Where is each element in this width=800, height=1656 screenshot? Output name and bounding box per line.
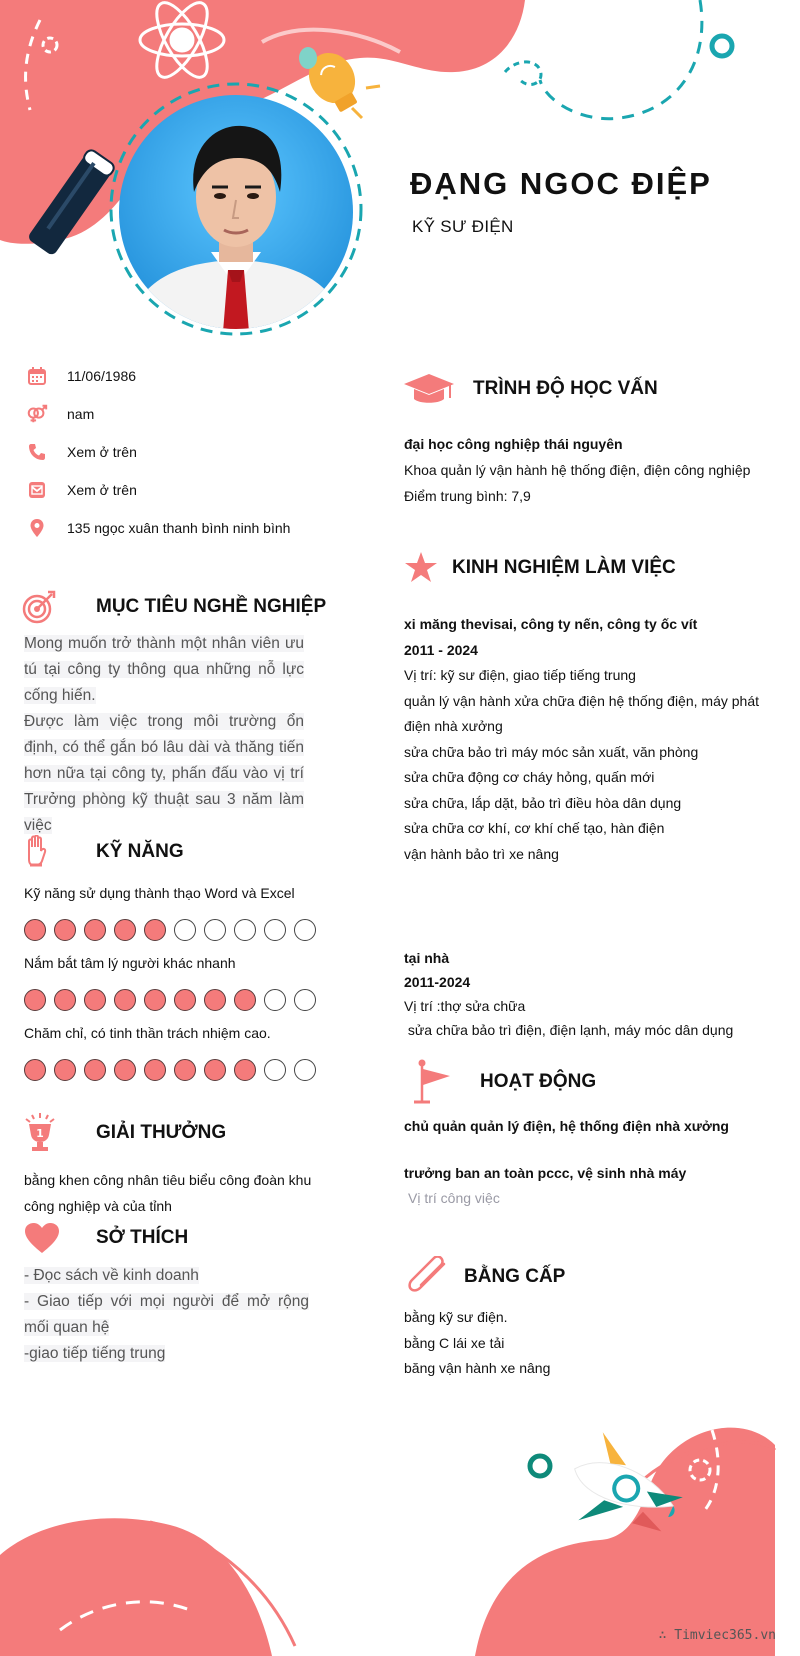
phone-value: Xem ở trên <box>67 444 137 460</box>
candidate-name: ĐẠNG NGOC ĐIỆP <box>410 166 712 201</box>
rating-dot-empty <box>234 919 256 941</box>
activities-heading <box>412 1059 596 1105</box>
rating-dot-filled <box>144 1059 166 1081</box>
experience-heading <box>404 551 676 585</box>
hobby-line: - Đọc sách về kinh doanh <box>24 1267 199 1284</box>
target-icon <box>22 590 56 624</box>
objective-heading <box>22 590 326 624</box>
hobbies-heading <box>24 1222 188 1254</box>
paperclip-icon <box>408 1256 450 1298</box>
hobbies-list <box>24 1263 309 1367</box>
contact-list <box>26 357 366 547</box>
trophy-icon <box>24 1113 56 1153</box>
job-line: sửa chữa bảo trì máy móc sản xuất, văn phòng <box>404 743 699 760</box>
job-line: sửa chữa cơ khí, cơ khí chế tạo, hàn điện <box>404 820 665 836</box>
activities-title: HOẠT ĐỘNG <box>480 1071 597 1092</box>
skills-title: KỸ NĂNG <box>96 841 184 862</box>
education-title: TRÌNH ĐỘ HỌC VẤN <box>473 378 658 399</box>
certificates-title: BẰNG CẤP <box>464 1266 566 1287</box>
contact-address <box>26 509 366 547</box>
gpa: Điểm trung bình: 7,9 <box>404 488 531 504</box>
watermark: ∴ Timviec365.vn <box>658 1628 776 1643</box>
certificate-line: băng vận hành xe nâng <box>404 1360 551 1376</box>
certificates-heading <box>408 1256 565 1298</box>
rating-dot-filled <box>234 989 256 1011</box>
profile-photo <box>116 92 356 332</box>
calendar-icon <box>26 365 48 387</box>
rating-dot-filled <box>114 919 136 941</box>
rating-dot-empty <box>264 919 286 941</box>
address-value: 135 ngọc xuân thanh bình ninh bình <box>67 520 291 536</box>
flag-icon <box>412 1059 452 1105</box>
rating-dot-empty <box>294 1059 316 1081</box>
birthday-value: 11/06/1986 <box>67 368 137 384</box>
heart-icon <box>24 1222 60 1254</box>
rating-dot-filled <box>144 989 166 1011</box>
email-value: Xem ở trên <box>67 482 137 498</box>
phone-icon <box>26 441 48 463</box>
contact-gender <box>26 395 366 433</box>
skill-item <box>24 885 316 941</box>
objective-line-1: Mong muốn trở thành một nhân viên ưu tú tại công ty thông qua những nỗ lực cống hiến. <box>24 635 304 704</box>
education-heading <box>403 372 658 406</box>
rating-dot-filled <box>204 1059 226 1081</box>
job-line: sửa chữa bảo trì điện, điện lạnh, máy móc dân dụng <box>404 1022 734 1038</box>
experience-title: KINH NGHIỆM LÀM VIỆC <box>452 557 676 578</box>
rating-dot-filled <box>54 989 76 1011</box>
job-line: Vị trí :thợ sửa chữa <box>404 998 526 1014</box>
contact-phone <box>26 433 366 471</box>
job-title: KỸ SƯ ĐIỆN <box>412 217 514 236</box>
experience-job <box>404 946 764 1042</box>
skill-rating <box>24 989 316 1011</box>
awards-title: GIẢI THƯỞNG <box>96 1122 227 1143</box>
rating-dot-filled <box>234 1059 256 1081</box>
rating-dot-empty <box>204 919 226 941</box>
rating-dot-filled <box>24 1059 46 1081</box>
location-pin-icon <box>26 517 48 539</box>
rating-dot-filled <box>84 989 106 1011</box>
job-line: vận hành bảo trì xe nâng <box>404 845 559 862</box>
objective-title: MỤC TIÊU NGHỀ NGHIỆP <box>96 596 327 617</box>
job-period: 2011-2024 <box>404 974 471 990</box>
job-line: sửa chữa động cơ cháy hỏng, quấn mới <box>404 769 655 785</box>
skill-label: Nắm bắt tâm lý người khác nhanh <box>24 955 236 971</box>
job-line: quản lý vận hành xửa chữa điện hệ thống điện, máy phát điện nhà xưởng <box>404 692 759 734</box>
job-period: 2011 - 2024 <box>404 641 478 658</box>
rating-dot-filled <box>114 989 136 1011</box>
job-company: tại nhà <box>404 950 450 966</box>
rating-dot-empty <box>294 919 316 941</box>
rating-dot-filled <box>24 919 46 941</box>
skill-item <box>24 955 316 1011</box>
rating-dot-filled <box>204 989 226 1011</box>
job-line: Vị trí: kỹ sư điện, giao tiếp tiếng trung <box>404 667 636 683</box>
faculty: Khoa quản lý vận hành hệ thống điện, điện công nghiệp <box>404 462 751 478</box>
hobby-line: - Giao tiếp với mọi người để mở rộng mối quan hệ <box>24 1293 309 1336</box>
hand-icon <box>24 835 52 869</box>
graduation-cap-icon <box>403 372 455 406</box>
rating-dot-empty <box>294 989 316 1011</box>
bottom-decoration <box>0 1390 800 1656</box>
activity-item: trưởng ban an toàn pccc, vệ sinh nhà máy <box>404 1165 687 1181</box>
experience-job <box>404 612 764 867</box>
skill-label: Kỹ năng sử dụng thành thạo Word và Excel <box>24 885 295 901</box>
hobbies-title: SỞ THÍCH <box>96 1227 189 1248</box>
rating-dot-empty <box>174 919 196 941</box>
rating-dot-filled <box>174 989 196 1011</box>
objective-line-2: Được làm việc trong môi trường ổn định, có thể gắn bó lâu dài và thăng tiến hơn nữa tại công ty, phấn đấu vào vị trí Trưởng phòng kỹ thuật sau 3 năm làm việc <box>24 713 304 834</box>
rating-dot-filled <box>84 919 106 941</box>
rating-dot-filled <box>54 919 76 941</box>
job-company: xi măng thevisai, công ty nến, công ty ốc vít <box>404 616 698 632</box>
awards-heading <box>24 1113 226 1153</box>
rating-dot-filled <box>144 919 166 941</box>
contact-birthday <box>26 357 366 395</box>
skill-item <box>24 1025 316 1081</box>
rating-dot-filled <box>114 1059 136 1081</box>
certificate-line: bằng C lái xe tải <box>404 1334 505 1351</box>
star-icon <box>404 551 438 585</box>
rating-dot-empty <box>264 989 286 1011</box>
rating-dot-filled <box>54 1059 76 1081</box>
certificates-list <box>404 1305 550 1382</box>
skill-rating <box>24 919 316 941</box>
objective-text <box>24 631 304 839</box>
activity-item: chủ quản quản lý điện, hệ thống điện nhà xưởng <box>404 1118 729 1134</box>
skill-label: Chăm chỉ, có tinh thần trách nhiệm cao. <box>24 1025 271 1041</box>
svg-text:1: 1 <box>36 1127 44 1140</box>
school-name: đại học công nghiệp thái nguyên <box>404 436 623 452</box>
skills-heading <box>24 835 184 869</box>
hobby-line: -giao tiếp tiếng trung <box>24 1345 166 1362</box>
education-details <box>404 431 784 509</box>
contact-email <box>26 471 366 509</box>
rating-dot-filled <box>174 1059 196 1081</box>
email-icon <box>26 479 48 501</box>
rating-dot-filled <box>24 989 46 1011</box>
awards-text: bằng khen công nhân tiêu biểu công đoàn khu công nghiệp và của tỉnh <box>24 1172 312 1214</box>
rating-dot-empty <box>264 1059 286 1081</box>
skill-rating <box>24 1059 316 1081</box>
gender-value: nam <box>67 406 95 422</box>
rating-dot-filled <box>84 1059 106 1081</box>
job-line: sửa chữa, lắp dặt, bảo trì điều hòa dân dụng <box>404 794 682 811</box>
gender-icon <box>26 403 48 425</box>
activity-position-placeholder[interactable]: Vị trí công việc <box>408 1190 500 1206</box>
certificate-line: bằng kỹ sư điện. <box>404 1309 508 1325</box>
